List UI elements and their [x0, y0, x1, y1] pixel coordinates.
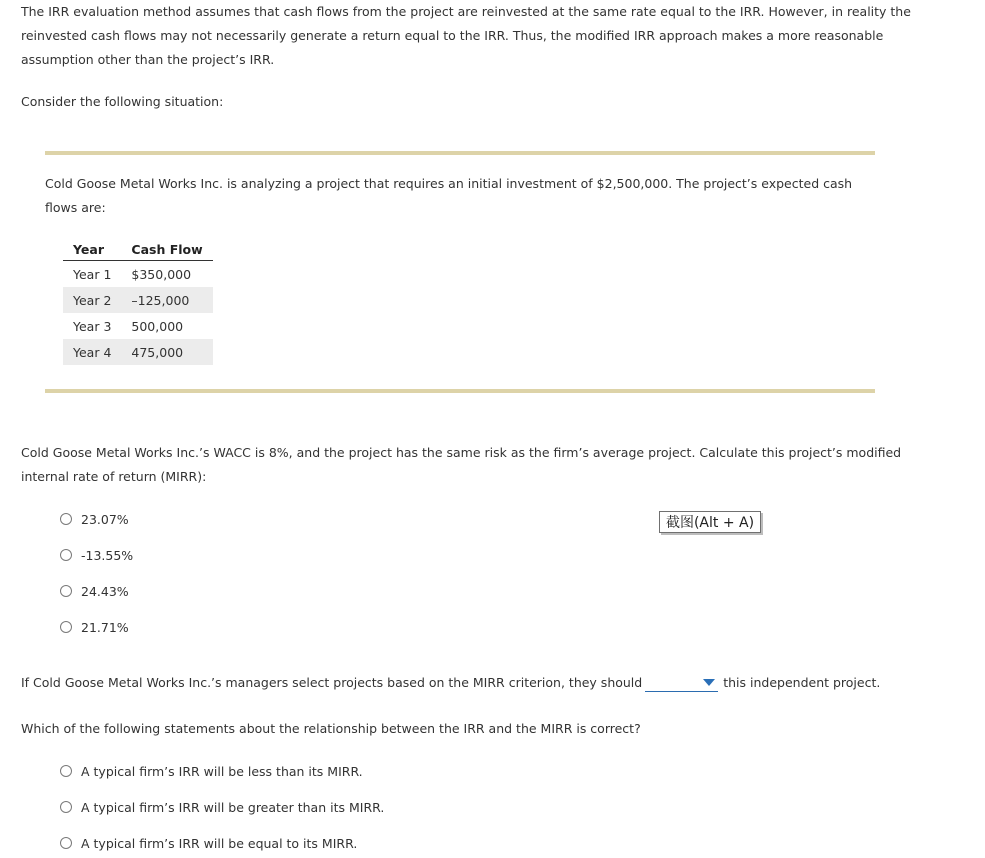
- year-header: Year: [63, 238, 121, 261]
- relationship-option-1[interactable]: [60, 762, 363, 780]
- radio-button[interactable]: [60, 549, 72, 561]
- option-label: 21.71%: [81, 619, 129, 635]
- decision-dropdown[interactable]: [645, 673, 718, 692]
- option-label: A typical firm’s IRR will be less than its MIRR.: [81, 763, 363, 779]
- table-header-row: [63, 238, 213, 261]
- radio-button[interactable]: [60, 837, 72, 849]
- table-row: [63, 287, 213, 313]
- radio-button[interactable]: [60, 765, 72, 777]
- mirr-option-2[interactable]: [60, 546, 133, 564]
- option-label: A typical firm’s IRR will be equal to its MIRR.: [81, 835, 358, 851]
- chevron-down-icon: [703, 679, 715, 686]
- cash-flow-cell: 500,000: [131, 318, 184, 334]
- radio-button[interactable]: [60, 801, 72, 813]
- option-label: 24.43%: [81, 583, 129, 599]
- relationship-question: Which of the following statements about the relationship between the IRR and the MIRR is correct?: [21, 721, 641, 736]
- intro-paragraph: The IRR evaluation method assumes that cash flows from the project are reinvested at the same rate equal to the IRR. However, in reality the reinvested cash flows may not necessarily generate a return equal to the IRR. Thus, the modified IRR approach makes a more reasonable assumption other than the project’s IRR.: [21, 4, 911, 67]
- top-divider: [45, 151, 875, 155]
- scenario-text: Cold Goose Metal Works Inc. is analyzing a project that requires an initial investment of $2,500,000. The project’s expected cash flows are:: [45, 176, 853, 215]
- cash-flow-table: [63, 238, 213, 365]
- year-cell: Year 3: [73, 318, 112, 334]
- cash-flow-header: Cash Flow: [121, 238, 212, 261]
- screenshot-button[interactable]: 截图(Alt + A): [659, 511, 761, 533]
- radio-button[interactable]: [60, 585, 72, 597]
- table-row: [63, 261, 213, 288]
- cash-flow-cell: $350,000: [131, 266, 192, 282]
- radio-button[interactable]: [60, 621, 72, 633]
- relationship-option-3[interactable]: [60, 834, 357, 852]
- option-label: -13.55%: [81, 547, 134, 563]
- year-cell: Year 2: [63, 287, 121, 313]
- relationship-option-2[interactable]: [60, 798, 384, 816]
- decision-text-before: If Cold Goose Metal Works Inc.’s managers select projects based on the MIRR criterion, they should: [21, 674, 643, 690]
- cash-flow-cell: –125,000: [121, 287, 212, 313]
- option-label: A typical firm’s IRR will be greater than its MIRR.: [81, 799, 385, 815]
- radio-button[interactable]: [60, 513, 72, 525]
- bottom-divider: [45, 389, 875, 393]
- decision-text-after: this independent project.: [723, 674, 881, 690]
- mirr-option-4[interactable]: [60, 618, 129, 636]
- cash-flow-cell: 475,000: [121, 339, 212, 365]
- table-row: [63, 313, 213, 339]
- table-row: [63, 339, 213, 365]
- year-cell: Year 1: [73, 266, 112, 282]
- mirr-option-1[interactable]: [60, 510, 129, 528]
- decision-sentence: [21, 672, 880, 692]
- consider-text: Consider the following situation:: [21, 94, 224, 109]
- mirr-option-3[interactable]: [60, 582, 129, 600]
- year-cell: Year 4: [63, 339, 121, 365]
- option-label: 23.07%: [81, 511, 129, 527]
- mirr-question: Cold Goose Metal Works Inc.’s WACC is 8%, and the project has the same risk as the firm’s average project. Calculate this project’s modified internal rate of return (MIRR):: [21, 445, 902, 484]
